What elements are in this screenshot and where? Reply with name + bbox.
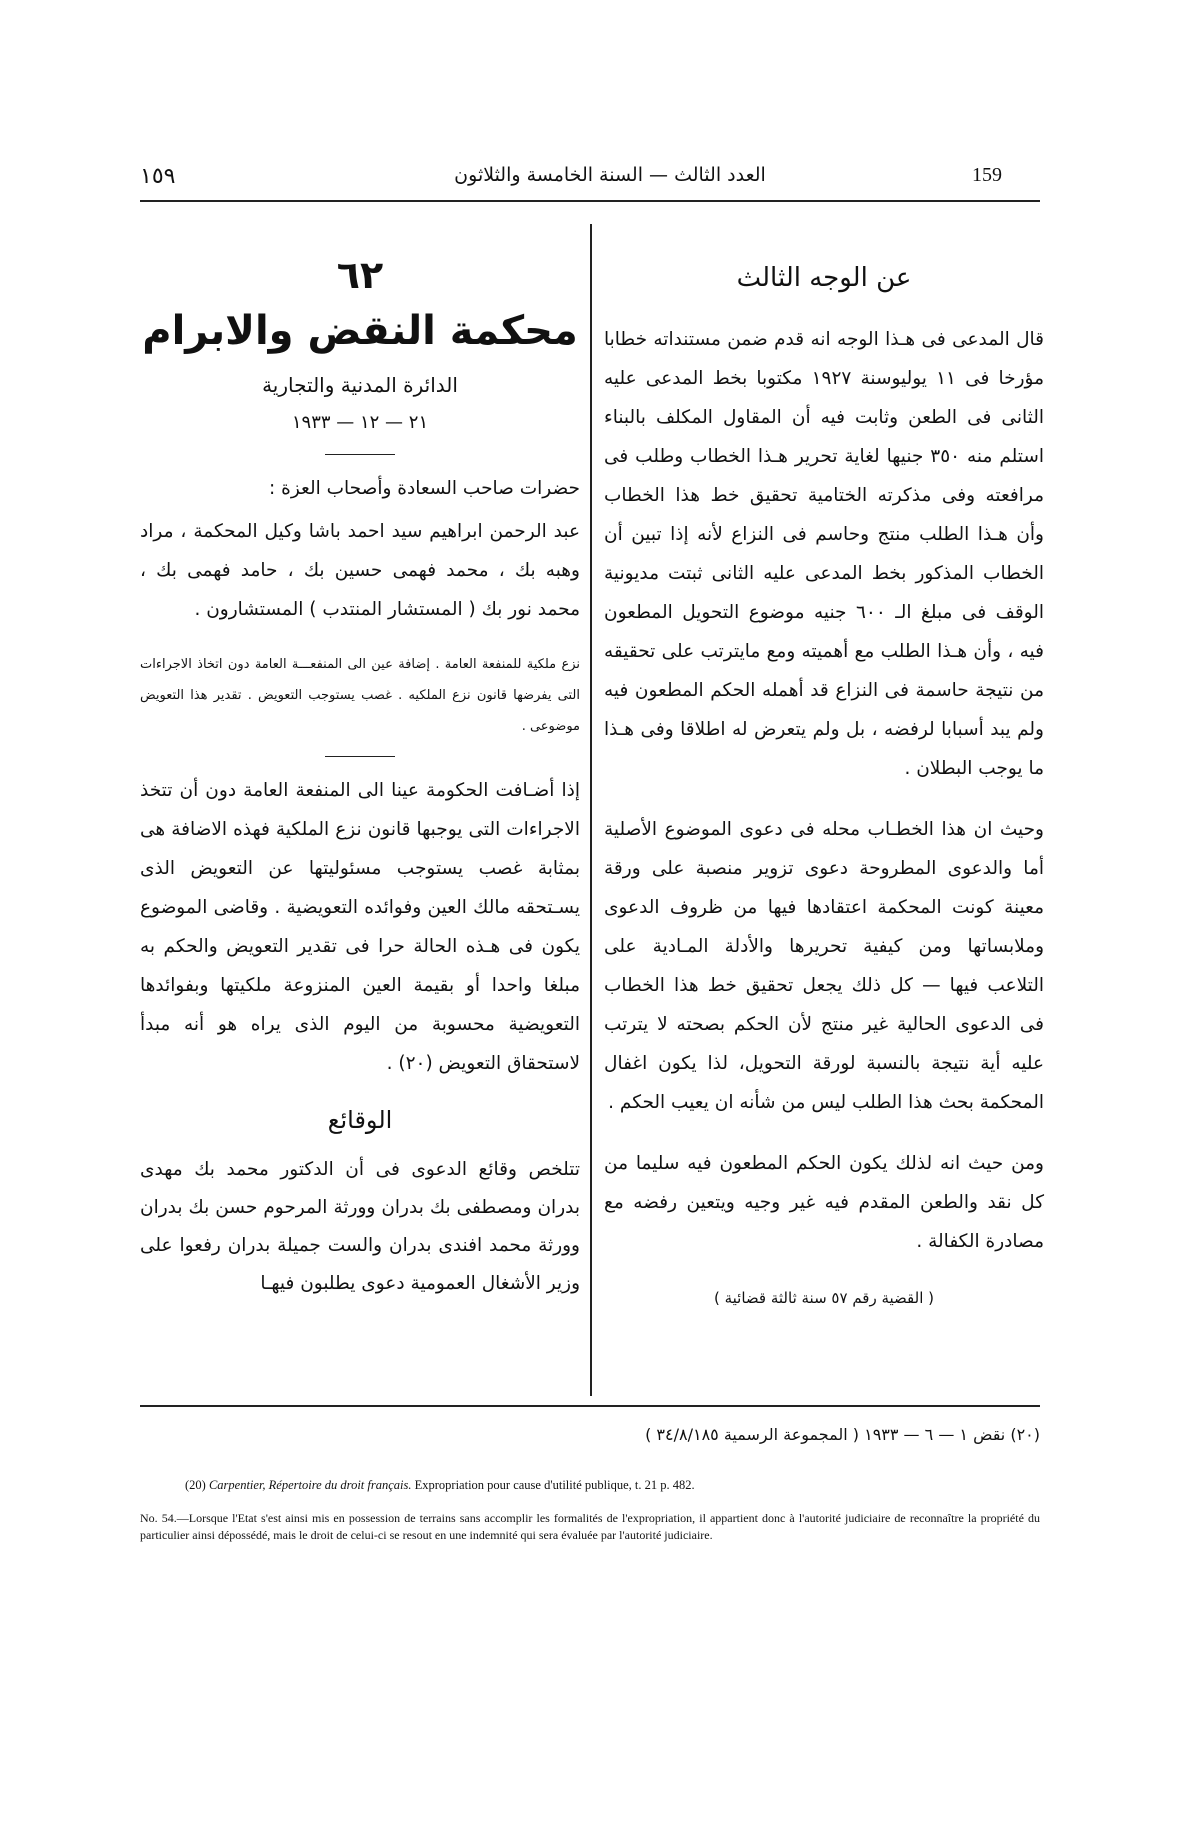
- running-title: العدد الثالث — السنة الخامسة والثلاثون: [454, 164, 766, 186]
- short-divider: [325, 454, 395, 455]
- footnote-rule: [140, 1405, 1040, 1407]
- paragraph-judgment: ومن حيث انه لذلك يكون الحكم المطعون فيه سليما من كل نقد والطعن المقدم فيه غير وجيه ويتعين رفضه مع مصادرة الكفالة .: [604, 1153, 1044, 1252]
- chamber-name: الدائرة المدنية والتجارية: [262, 373, 458, 397]
- page-number-arabic: ١٥٩: [140, 164, 176, 189]
- paragraph-plaintiff-argument: قال المدعى فى هـذا الوجه انه قدم ضمن مستنداته خطابا مؤرخا فى ١١ يوليوسنة ١٩٢٧ مكتوبا بخط المدعى عليه الثانى فى الطعن وثابت فيه أن المقاول المكلف بالبناء استلم منه ٣٥٠ جنيها لغاية تحرير هـذا الخطاب وطلب فى مرافعته وفى مذكرته الختامية تحقيق خط هذا الخطاب وأن هـذا الطلب منتج وحاسم فى النزاع لأنه إذا تبين أن الخطاب المذكور بخط المدعى عليه الثانى ثبتت مديونية الوقف فى مبلغ الـ ٦٠٠ جنيه موضوع التحويل المطعون فيه ، وأن هـذا الطلب مع أهميته ومع مايترتب على تحقيقه من نتيجة حاسمة فى النزاع قد أهمله الحكم المطعون فيه ولم يبد أسبابا لرفضه ، بل ولم يتعرض له اطلاقا وفى هـذا ما يوجب البطلان .: [604, 329, 1045, 779]
- footnote-latin-citation: Carpentier, Répertoire du droit français.: [208, 1478, 412, 1492]
- header-rule: [140, 200, 1040, 202]
- section-heading-third-ground: عن الوجه الثالث: [736, 263, 912, 293]
- judgment-date: ٢١ — ١٢ — ١٩٣٣: [291, 412, 429, 433]
- panel-intro: حضرات صاحب السعادة وأصحاب العزة :: [269, 478, 580, 499]
- left-column: [140, 250, 580, 1303]
- footnote-latin-number: (20): [185, 1478, 206, 1492]
- short-divider: [325, 756, 395, 757]
- french-note: No. 54.—Lorsque l'Etat s'est ainsi mis en possession de terrains sans accomplir les formalités de l'expropriation, il appartient donc à l'autorité judiciaire de reconnaître la propriété du particulier ainsi dépossédé, mais le droit de celui-ci se resout en une indemnité qui sera évaluée par l'autorité judiciaire.: [140, 1511, 1040, 1542]
- footnote-latin-rest: Expropriation pour cause d'utilité publique, t. 21 p. 482.: [414, 1478, 695, 1492]
- page-number-latin: 159: [972, 164, 1002, 186]
- facts-heading: الوقائع: [327, 1106, 393, 1134]
- page-header: [140, 164, 1040, 200]
- legal-principle: إذا أضـافت الحكومة عينا الى المنفعة العامة دون أن تتخذ الاجراءات التى يوجبها قانون نزع الملكية فهذه الاضافة هى بمثابة غصب يستوجب مسئوليتها عن التعويض الذى يسـتحقه مالك العين وفوائده التعويضية . وقاضى الموضوع يكون فى هـذه الحالة حرا فى تقدير التعويض والحكم به مبلغا واحدا أو بقيمة العين المنزوعة ملكيتها وبفوائدها التعويضية محسوبة من اليوم الذى يراه هو أنه مبدأ لاستحقاق التعويض (٢٠) .: [140, 780, 580, 1074]
- column-divider: [590, 224, 592, 1396]
- panel-judges: عبد الرحمن ابراهيم سيد احمد باشا وكيل المحكمة ، مراد وهبه بك ، محمد فهمى حسين بك ، حامد فهمى بك ، محمد نور بك ( المستشار المنتدب ) المستشارون .: [140, 521, 580, 620]
- case-number: ٦٢: [336, 253, 384, 297]
- right-column: [604, 250, 1044, 1313]
- footnote-latin: [185, 1475, 1045, 1495]
- keywords-summary: نزع ملكية للمنفعة العامة . إضافة عين الى المنفعـــة العامة دون اتخاذ الاجراءات التى يفرضها قانون نزع الملكيه . غصب يستوجب التعويض . تقدير هذا التعويض موضوعى .: [140, 657, 580, 734]
- court-title: محكمة النقض والابرام: [142, 308, 578, 354]
- case-reference: ( القضية رقم ٥٧ سنة ثالثة قضائية ): [713, 1289, 935, 1307]
- facts-text: تتلخص وقائع الدعوى فى أن الدكتور محمد بك مهدى بدران ومصطفى بك بدران وورثة المرحوم حسن بك بدران وورثة محمد افندى بدران والست جميلة بدران رفعوا على وزير الأشغال العمومية دعوى يطلبون فيهـا: [140, 1159, 580, 1294]
- footnote-arabic: (٢٠) نقض ١ — ٦ — ١٩٣٣ ( المجموعة الرسمية ٣٤/٨/١٨٥ ): [645, 1425, 1040, 1444]
- paragraph-court-reasoning: وحيث ان هذا الخطـاب محله فى دعوى الموضوع الأصلية أما والدعوى المطروحة دعوى تزوير منصبة على ورقة معينة كونت المحكمة اعتقادها فيها من ظروف الدعوى وملابساتها ومن كيفية تحريرها والأدلة المـادية على التلاعب فيها — كل ذلك يجعل تحقيق خط هذا الخطاب فى الدعوى الحالية غير منتج لأن الحكم بصحته لا يترتب عليه أية نتيجة بالنسبة لورقة التحويل، لذا يكون اغفال المحكمة بحث هذا الطلب ليس من شأنه ان يعيب الحكم .: [604, 819, 1044, 1113]
